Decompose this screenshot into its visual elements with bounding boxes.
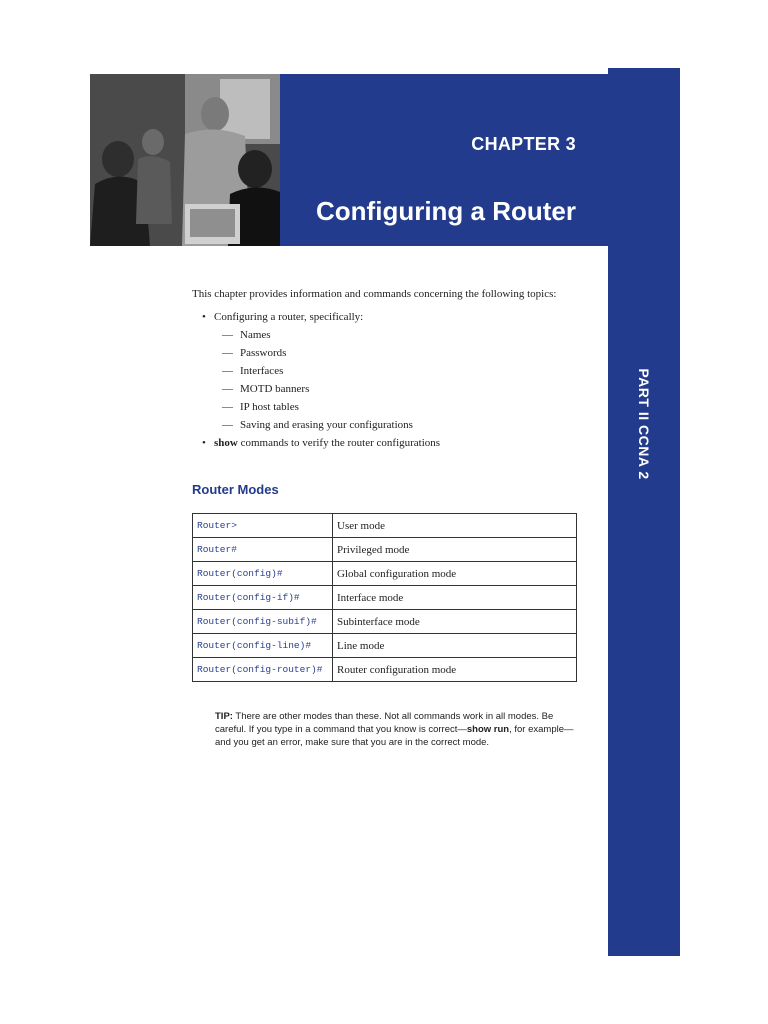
prompt-cell: Router# [193,538,333,562]
tip-note [215,710,580,749]
part-side-bar [608,68,680,956]
topic-command: show [214,437,238,449]
mode-cell: Line mode [333,634,577,658]
tip-command: show run [466,724,510,735]
prompt-cell: Router(config-subif)# [193,610,333,634]
subtopic-item: — Saving and erasing your configurations [222,419,413,431]
table-row [193,610,577,634]
tip-label: TIP: [215,711,233,722]
router-modes-table [192,513,577,682]
chapter-number: CHAPTER 3 [471,134,576,154]
part-label: PART II CCNA 2 [636,368,652,480]
table-row [193,634,577,658]
subtopic-text: Interfaces [240,365,284,377]
bullet: • [202,311,206,323]
subtopic-item: — Names [222,329,271,341]
header-divider [280,245,330,246]
intro-paragraph: This chapter provides information and commands concerning the following topics: [192,288,557,300]
subtopic-item: — Passwords [222,347,287,359]
mode-cell: Interface mode [333,586,577,610]
chapter-photo [90,74,280,246]
topic-item [202,311,440,329]
topic-text: Configuring a router, specifically: [214,311,364,323]
mode-cell: Router configuration mode [333,658,577,682]
table-row [193,514,577,538]
mode-cell: Privileged mode [333,538,577,562]
bullet: • [202,437,206,449]
subtopic-text: IP host tables [240,401,299,413]
subtopic-text: Passwords [240,347,287,359]
mode-cell: Global configuration mode [333,562,577,586]
table-row [193,586,577,610]
subtopic-item: — Interfaces [222,365,284,377]
subtopic-item: — IP host tables [222,401,299,413]
prompt-cell: Router(config)# [193,562,333,586]
prompt-cell: Router(config-router)# [193,658,333,682]
photo-illustration [90,74,280,246]
subtopic-text: Names [240,329,271,341]
topic-text: commands to verify the router configurations [237,437,441,449]
tip-text: There are other modes than these. Not all commands work in all modes. Be careful. If you type in a command that you know is correct— [215,711,554,735]
mode-cell: User mode [333,514,577,538]
subtopic-item: — MOTD banners [222,383,310,395]
prompt-cell: Router> [193,514,333,538]
mode-cell: Subinterface mode [333,610,577,634]
table-row [193,562,577,586]
prompt-cell: Router(config-line)# [193,634,333,658]
table-row [193,538,577,562]
prompt-cell: Router(config-if)# [193,586,333,610]
tip-text-end: , for example—and you get an error, make sure that you are in the correct mode. [215,724,574,748]
table-row [193,658,577,682]
subtopic-text: MOTD banners [240,383,310,395]
subtopic-text: Saving and erasing your configurations [240,419,413,431]
chapter-title: Configuring a Router [316,196,576,226]
section-heading: Router Modes [192,482,279,497]
topic-list [202,311,440,455]
topic-item [202,437,440,455]
